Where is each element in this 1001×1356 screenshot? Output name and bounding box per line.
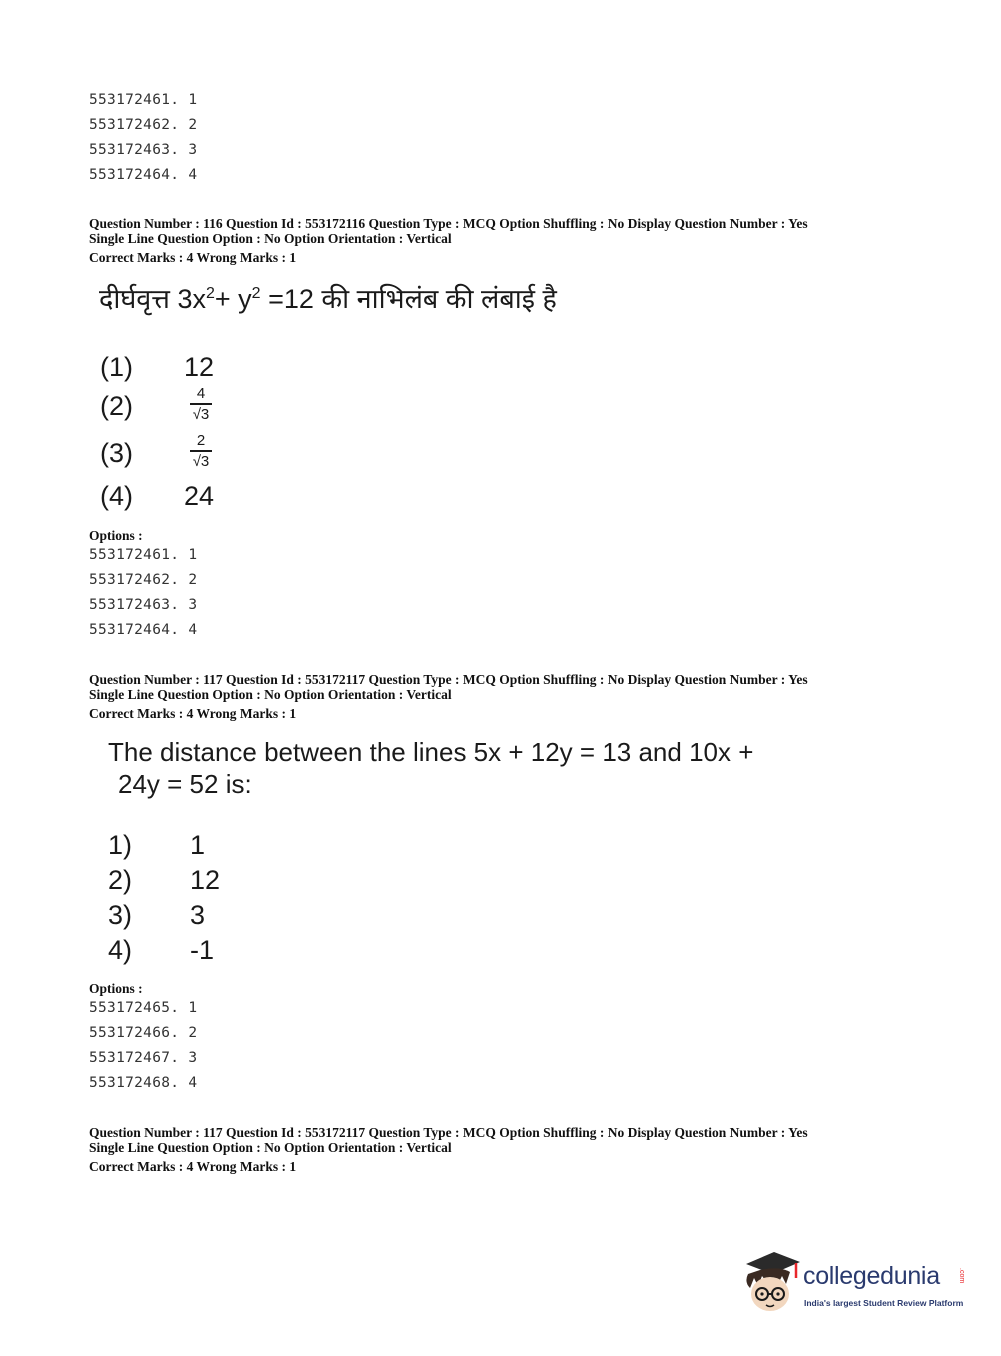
question-text-line: 24y = 52 is:: [118, 769, 252, 799]
meta-line: Question Number : 116 Question Id : 553172116 Question Type : MCQ Option Shuffling : No Display Question Number : Yes: [89, 216, 808, 231]
question-116-meta: [89, 216, 808, 246]
collegedunia-logo: [740, 1248, 970, 1318]
fraction-bar: [190, 403, 212, 405]
question-text-mid: + y: [214, 284, 252, 314]
answer-value: -1: [190, 935, 215, 965]
meta-line: Single Line Question Option : No Option Orientation : Vertical: [89, 687, 452, 702]
meta-line: Single Line Question Option : No Option Orientation : Vertical: [89, 1140, 452, 1155]
logo-tagline: India's largest Student Review Platform: [804, 1298, 964, 1308]
answer-value: 24: [184, 481, 215, 511]
answer-number: 1): [108, 830, 133, 860]
answer-fraction: [190, 385, 212, 423]
answer-fraction: [190, 432, 212, 470]
question-117b-marks: Correct Marks : 4 Wrong Marks : 1: [89, 1159, 297, 1174]
answer-number: 3): [108, 900, 133, 930]
question-117-meta: [89, 672, 808, 702]
answer-number: (2): [100, 391, 133, 421]
question-116-answer-1: [100, 352, 133, 383]
question-117-options-list: [89, 996, 197, 1096]
fraction-bar: [190, 450, 212, 452]
answer-number: (3): [100, 438, 133, 468]
options-label: Options :: [89, 981, 143, 996]
numerator: 4: [196, 385, 206, 402]
question-116-text: [99, 279, 557, 316]
answer-value: 12: [190, 865, 221, 895]
question-116-options-list: [89, 543, 197, 643]
logo-wordmark: collegedunia: [803, 1262, 940, 1290]
option-id: 553172464. 4: [89, 622, 198, 638]
previous-options-list: [89, 88, 197, 188]
option-id: 553172463. 3: [89, 597, 198, 613]
answer-number: (4): [100, 481, 133, 511]
option-id: 553172462. 2: [89, 572, 198, 588]
answer-number: 4): [108, 935, 133, 965]
question-text-line: The distance between the lines 5x + 12y = 13 and 10x +: [108, 737, 754, 767]
question-116-answer-4: [100, 481, 133, 512]
question-117b-meta: [89, 1125, 808, 1155]
question-116-answer-3: [100, 438, 133, 469]
option-id: 553172461. 1: [89, 547, 198, 563]
question-117-text: [108, 736, 753, 800]
answer-number: 2): [108, 865, 133, 895]
mascot-icon: [740, 1248, 802, 1316]
meta-line: Question Number : 117 Question Id : 553172117 Question Type : MCQ Option Shuffling : No Display Question Number : Yes: [89, 672, 808, 687]
meta-line: Question Number : 117 Question Id : 553172117 Question Type : MCQ Option Shuffling : No Display Question Number : Yes: [89, 1125, 808, 1140]
question-116-answer-2: [100, 391, 133, 422]
denominator: √3: [192, 405, 210, 423]
question-117-marks: Correct Marks : 4 Wrong Marks : 1: [89, 706, 297, 721]
option-id: 553172465. 1: [89, 1000, 198, 1016]
option-id: 553172463. 3: [89, 142, 198, 158]
superscript: 2: [251, 285, 261, 302]
meta-line: Single Line Question Option : No Option Orientation : Vertical: [89, 231, 452, 246]
option-id: 553172461. 1: [89, 92, 198, 108]
option-id: 553172462. 2: [89, 117, 198, 133]
logo-badge: .com: [958, 1268, 965, 1284]
answer-value: 12: [184, 352, 215, 382]
question-text-suffix: =12 की नाभिलंब की लंबाई है: [260, 284, 557, 314]
answer-number: (1): [100, 352, 133, 382]
question-text-prefix: दीर्घवृत्त 3x: [99, 284, 206, 314]
answer-value: 3: [190, 900, 206, 930]
question-116-marks: Correct Marks : 4 Wrong Marks : 1: [89, 250, 297, 265]
option-id: 553172468. 4: [89, 1075, 198, 1091]
superscript: 2: [205, 285, 215, 302]
option-id: 553172467. 3: [89, 1050, 198, 1066]
option-id: 553172466. 2: [89, 1025, 198, 1041]
denominator: √3: [192, 452, 210, 470]
answer-value: 1: [190, 830, 206, 860]
numerator: 2: [196, 432, 206, 449]
options-label: Options :: [89, 528, 143, 543]
option-id: 553172464. 4: [89, 167, 198, 183]
